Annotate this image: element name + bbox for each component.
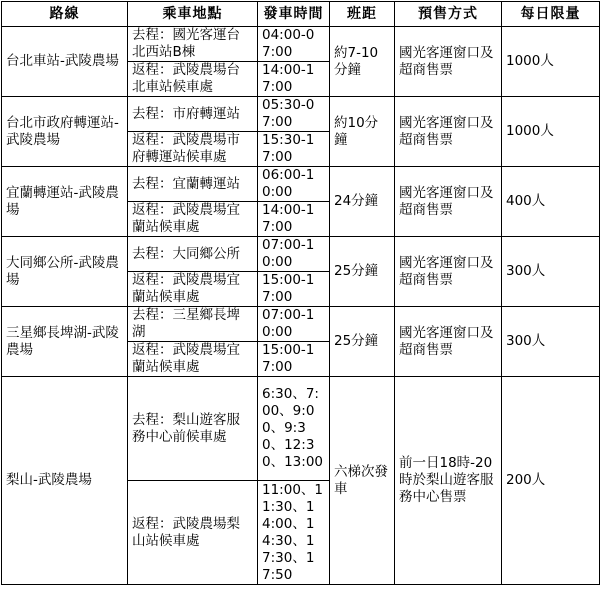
sale-method: 國光客運窗口及超商售票 (395, 97, 502, 167)
sale-method: 前一日18時-20時於梨山遊客服務中心售票 (395, 377, 502, 585)
return-time: 15:00-17:00 (258, 342, 330, 377)
route-name: 宜蘭轉運站-武陵農場 (2, 167, 128, 237)
route-name: 三星鄉長埤湖-武陵農場 (2, 307, 128, 377)
sale-method: 國光客運窗口及超商售票 (395, 237, 502, 307)
interval: 約10分鐘 (330, 97, 395, 167)
header-route: 路線 (2, 2, 128, 27)
table-row (2, 27, 600, 62)
outbound-time: 6:30、7:00、9:00、9:30、12:30、13:00 (258, 377, 330, 481)
return-stop: 返程：武陵農場宜蘭站候車處 (128, 202, 258, 237)
daily-limit: 300人 (502, 307, 600, 377)
interval: 約7-10分鐘 (330, 27, 395, 97)
return-stop: 返程：武陵農場宜蘭站候車處 (128, 342, 258, 377)
table-row (2, 307, 600, 342)
outbound-stop: 去程：國光客運台北西站B棟 (128, 27, 258, 62)
daily-limit: 1000人 (502, 27, 600, 97)
route-name: 梨山-武陵農場 (2, 377, 128, 585)
outbound-stop: 去程：宜蘭轉運站 (128, 167, 258, 202)
bus-schedule-table (1, 1, 600, 585)
sale-method: 國光客運窗口及超商售票 (395, 167, 502, 237)
table-row (2, 377, 600, 481)
header-limit: 每日限量 (502, 2, 600, 27)
outbound-time: 04:00-07:00 (258, 27, 330, 62)
sale-method: 國光客運窗口及超商售票 (395, 307, 502, 377)
return-stop: 返程：武陵農場宜蘭站候車處 (128, 272, 258, 307)
return-time: 11:00、11:30、14:00、14:30、17:30、17:50 (258, 481, 330, 585)
route-name: 台北市政府轉運站-武陵農場 (2, 97, 128, 167)
header-row (2, 2, 600, 27)
return-time: 14:00-17:00 (258, 62, 330, 97)
header-stop: 乘車地點 (128, 2, 258, 27)
return-time: 14:00-17:00 (258, 202, 330, 237)
outbound-time: 07:00-10:00 (258, 237, 330, 272)
header-time: 發車時間 (258, 2, 330, 27)
header-sale: 預售方式 (395, 2, 502, 27)
interval: 六梯次發車 (330, 377, 395, 585)
header-interval: 班距 (330, 2, 395, 27)
outbound-stop: 去程：市府轉運站 (128, 97, 258, 132)
interval: 24分鐘 (330, 167, 395, 237)
daily-limit: 400人 (502, 167, 600, 237)
return-time: 15:00-17:00 (258, 272, 330, 307)
daily-limit: 1000人 (502, 97, 600, 167)
return-time: 15:30-17:00 (258, 132, 330, 167)
interval: 25分鐘 (330, 237, 395, 307)
sale-method: 國光客運窗口及超商售票 (395, 27, 502, 97)
route-name: 大同鄉公所-武陵農場 (2, 237, 128, 307)
table-row (2, 237, 600, 272)
daily-limit: 300人 (502, 237, 600, 307)
outbound-stop: 去程：三星鄉長埤湖 (128, 307, 258, 342)
outbound-time: 07:00-10:00 (258, 307, 330, 342)
table-row (2, 97, 600, 132)
return-stop: 返程：武陵農場台北車站候車處 (128, 62, 258, 97)
outbound-stop: 去程：大同鄉公所 (128, 237, 258, 272)
return-stop: 返程：武陵農場梨山站候車處 (128, 481, 258, 585)
return-stop: 返程：武陵農場市府轉運站候車處 (128, 132, 258, 167)
outbound-time: 06:00-10:00 (258, 167, 330, 202)
daily-limit: 200人 (502, 377, 600, 585)
outbound-stop: 去程：梨山遊客服務中心前候車處 (128, 377, 258, 481)
table-row (2, 167, 600, 202)
outbound-time: 05:30-07:00 (258, 97, 330, 132)
route-name: 台北車站-武陵農場 (2, 27, 128, 97)
interval: 25分鐘 (330, 307, 395, 377)
